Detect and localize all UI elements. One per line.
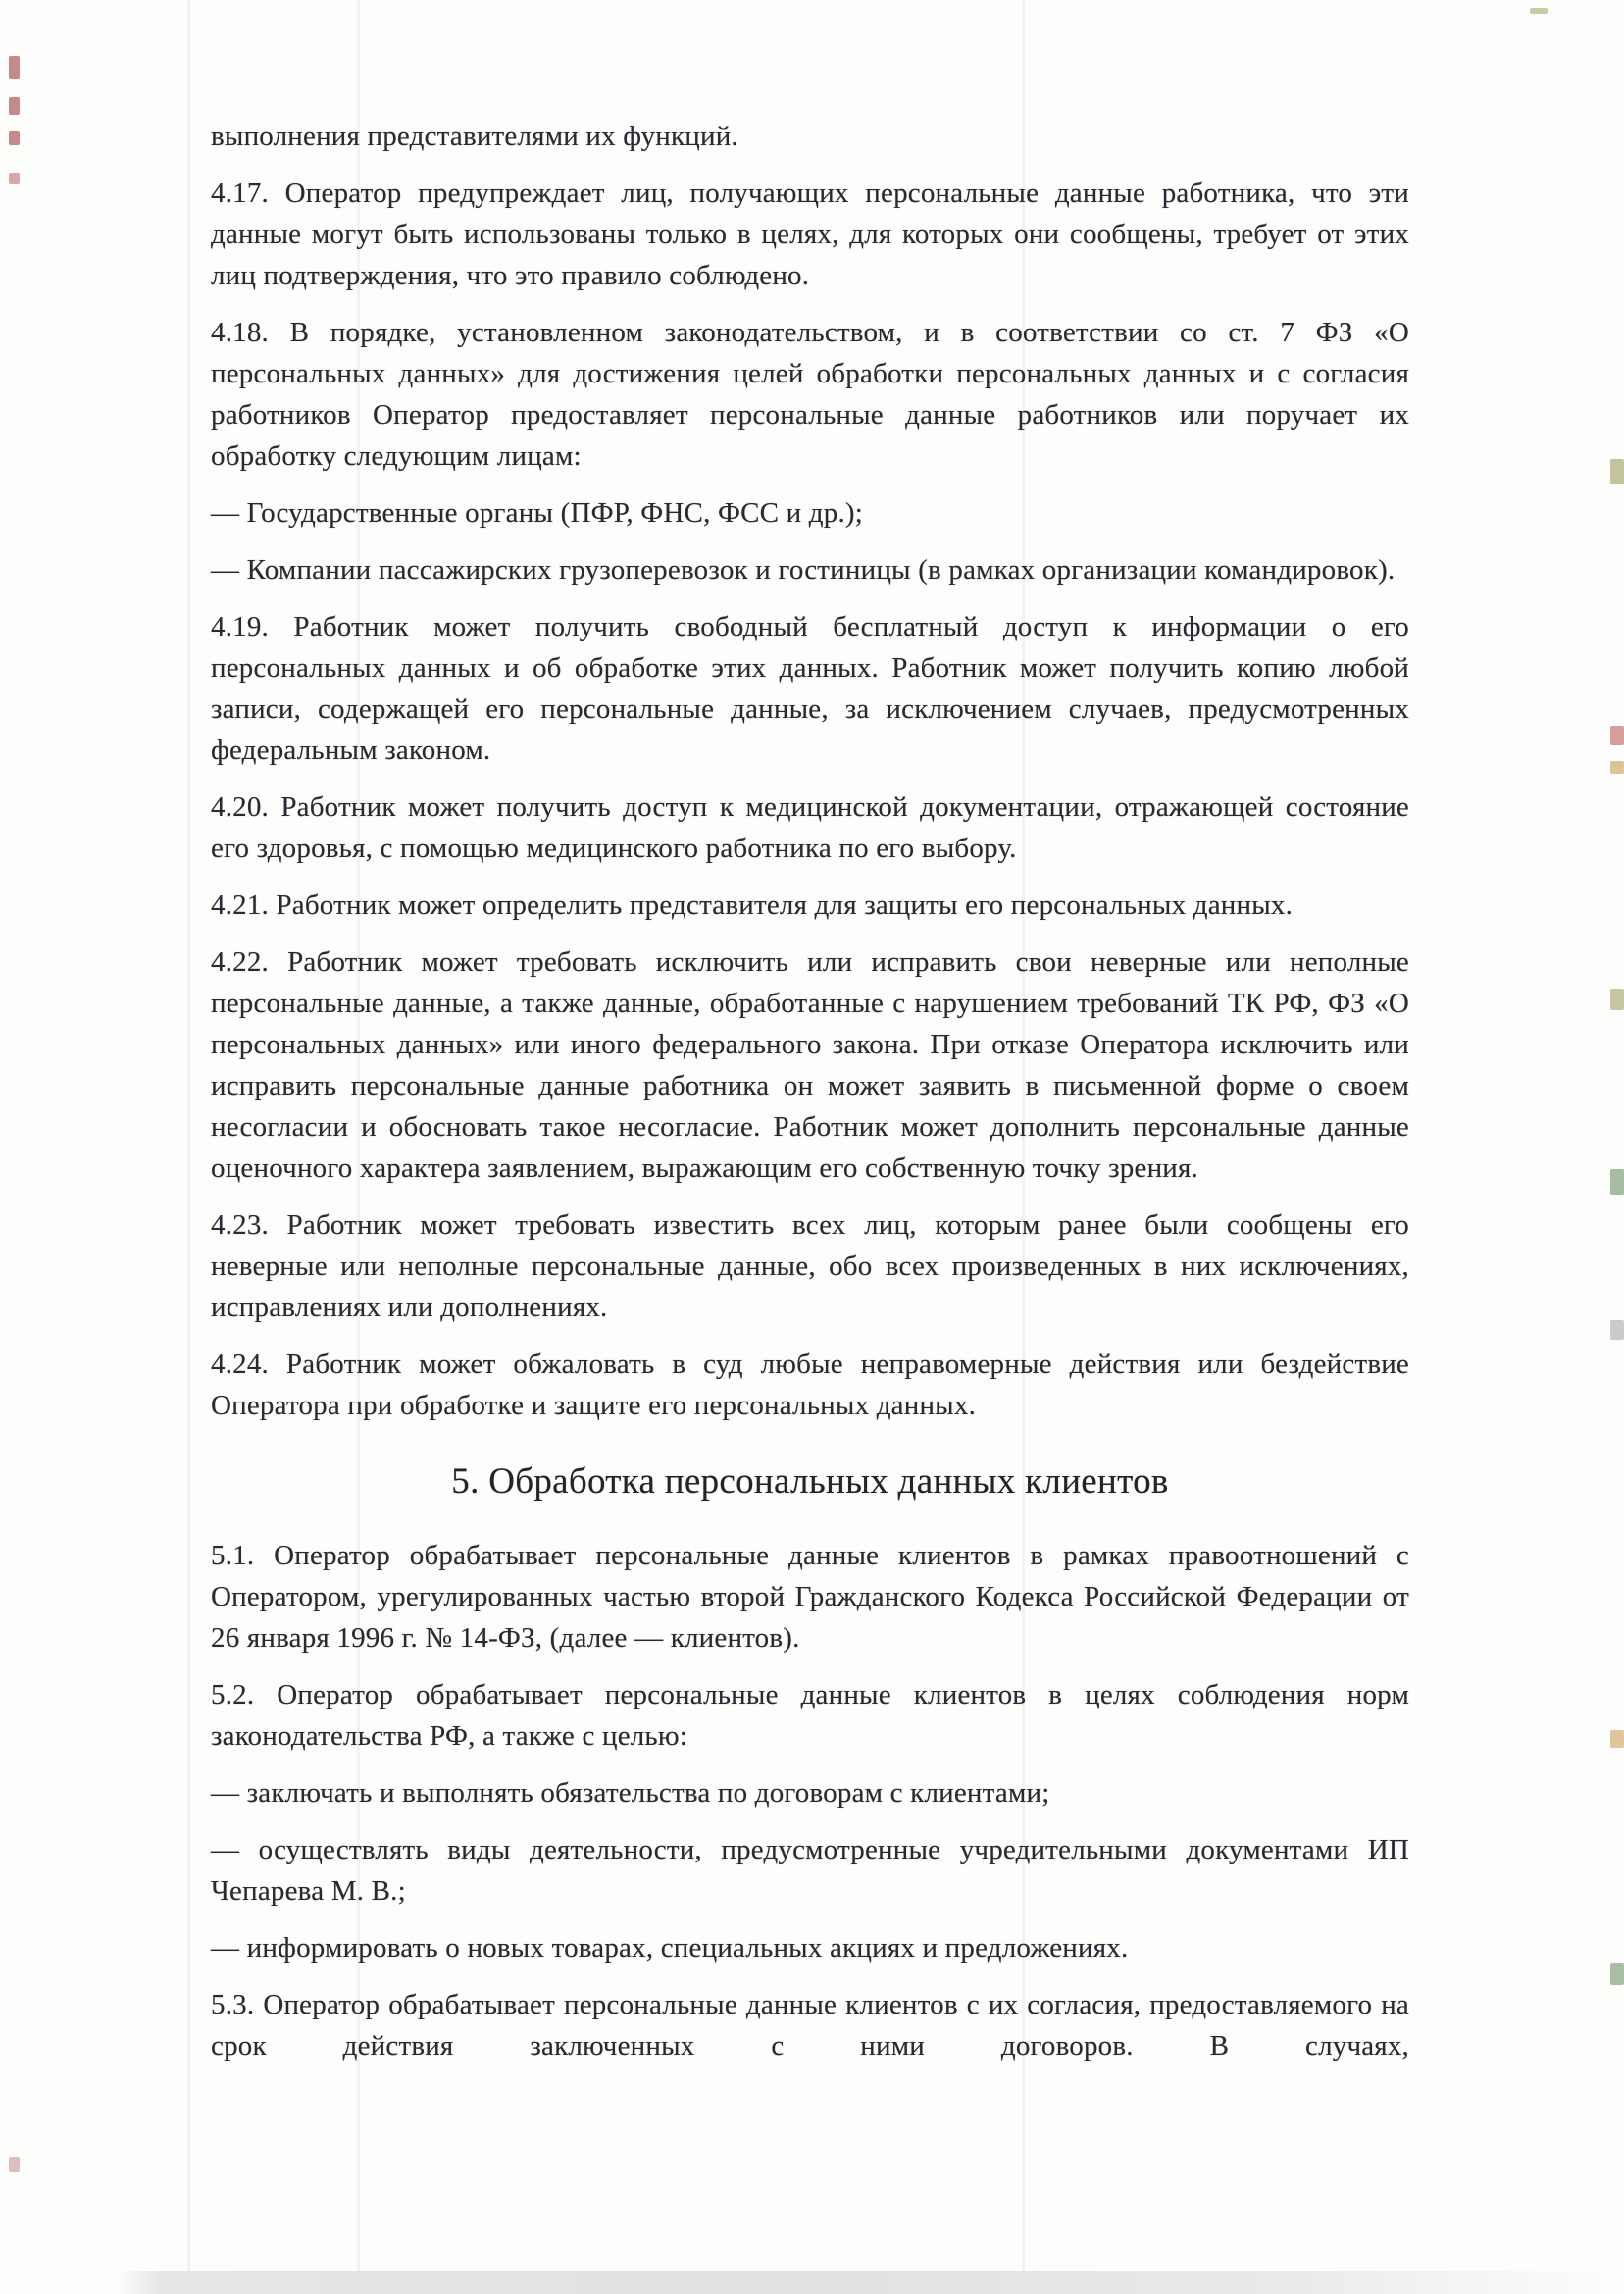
paragraph-4-17: 4.17. Оператор предупреждает лиц, получающих персональные данные работника, что эти данные могут быть использованы только в целях, для которых они сообщены, требует от этих лиц подтверждения, что это правило соблюдено. [211,178,1409,291]
scan-mark-olive [1610,459,1624,484]
paragraph-4-18: 4.18. В порядке, установленном законодательством, и в соответствии со ст. 7 ФЗ «О персональных данных» для достижения целей обработки персональных данных и с согласия работников Оператор предоставляет персональные данные работников или поручает их обработку следующим лицам: [211,317,1409,472]
bullet-activities: — осуществлять виды деятельности, предусмотренные учредительными документами ИП Чепарева М. В.; [211,1834,1409,1907]
scan-mark-olive [1530,8,1548,14]
scan-bottom-shadow-band [116,2271,1624,2294]
scan-mark-red-dash [9,2157,20,2172]
scan-mark-orange [1610,761,1624,774]
scan-mark-red-dash [9,97,20,115]
paragraph-5-3: 5.3. Оператор обрабатывает персональные данные клиентов с их согласия, предоставляемого на срок действия заключенных с ними договоров. В случаях, [211,1989,1409,2062]
scan-mark-gray [1610,1320,1624,1340]
bullet-inform: — информировать о новых товарах, специальных акциях и предложениях. [211,1932,1129,1963]
scan-mark-green [1610,1169,1624,1195]
scan-mark-red-dash [9,173,20,184]
bullet-contracts: — заключать и выполнять обязательства по договорам с клиентами; [211,1777,1050,1809]
scan-mark-red-dash [9,131,20,145]
paragraph-4-24: 4.24. Работник может обжаловать в суд любые неправомерные действия или бездействие Оператора при обработке и защите его персональных данных. [211,1349,1409,1421]
scan-mark-red-dash [9,56,20,79]
paragraph-4-21: 4.21. Работник может определить представителя для защиты его персональных данных. [211,890,1294,921]
paragraph-5-1: 5.1. Оператор обрабатывает персональные данные клиентов в рамках правоотношений с Оператором, урегулированных частью второй Гражданского Кодекса Российской Федерации от 26 января 1996 г. № 14-ФЗ, (далее — клиентов). [211,1540,1409,1654]
paragraph-4-22: 4.22. Работник может требовать исключить или исправить свои неверные или неполные персональные данные, а также данные, обработанные с нарушением требований ТК РФ, ФЗ «О персональных данных» или иного федерального закона. При отказе Оператора исключить или исправить персональные данные работника он может заявить в письменной форме о своем несогласии и обосновать такое несогласие. Работник может дополнить персональные данные оценочного характера заявлением, выражающим его собственную точку зрения. [211,946,1409,1184]
scan-streak [187,0,190,2294]
scan-mark-orange [1610,1730,1624,1748]
paragraph-4-20: 4.20. Работник может получить доступ к медицинской документации, отражающей состояние его здоровья, с помощью медицинского работника по его выбору. [211,791,1409,864]
paragraph-4-19: 4.19. Работник может получить свободный бесплатный доступ к информации о его персональных данных и об обработке этих данных. Работник может получить копию любой записи, содержащей его персональные данные, за исключением случаев, предусмотренных федеральным законом. [211,611,1409,766]
paragraph-continuation: выполнения представителями их функций. [211,121,738,152]
bullet-state-bodies: — Государственные органы (ПФР, ФНС, ФСС и др.); [211,497,864,529]
scan-mark-green [1610,1963,1624,1985]
paragraph-5-2: 5.2. Оператор обрабатывает персональные данные клиентов в целях соблюдения норм законодательства РФ, а также с целью: [211,1679,1409,1752]
scan-mark-red [1610,726,1624,745]
document-text-block [211,116,1409,2082]
bullet-transport-companies: — Компании пассажирских грузоперевозок и гостиницы (в рамках организации командировок). [211,554,1396,586]
paragraph-4-23: 4.23. Работник может требовать известить всех лиц, которым ранее были сообщены его неверные или неполные персональные данные, обо всех произведенных в них исключениях, исправлениях или дополнениях. [211,1209,1409,1323]
section-5-heading: 5. Обработка персональных данных клиентов [451,1461,1169,1502]
scan-mark-olive [1610,989,1624,1010]
